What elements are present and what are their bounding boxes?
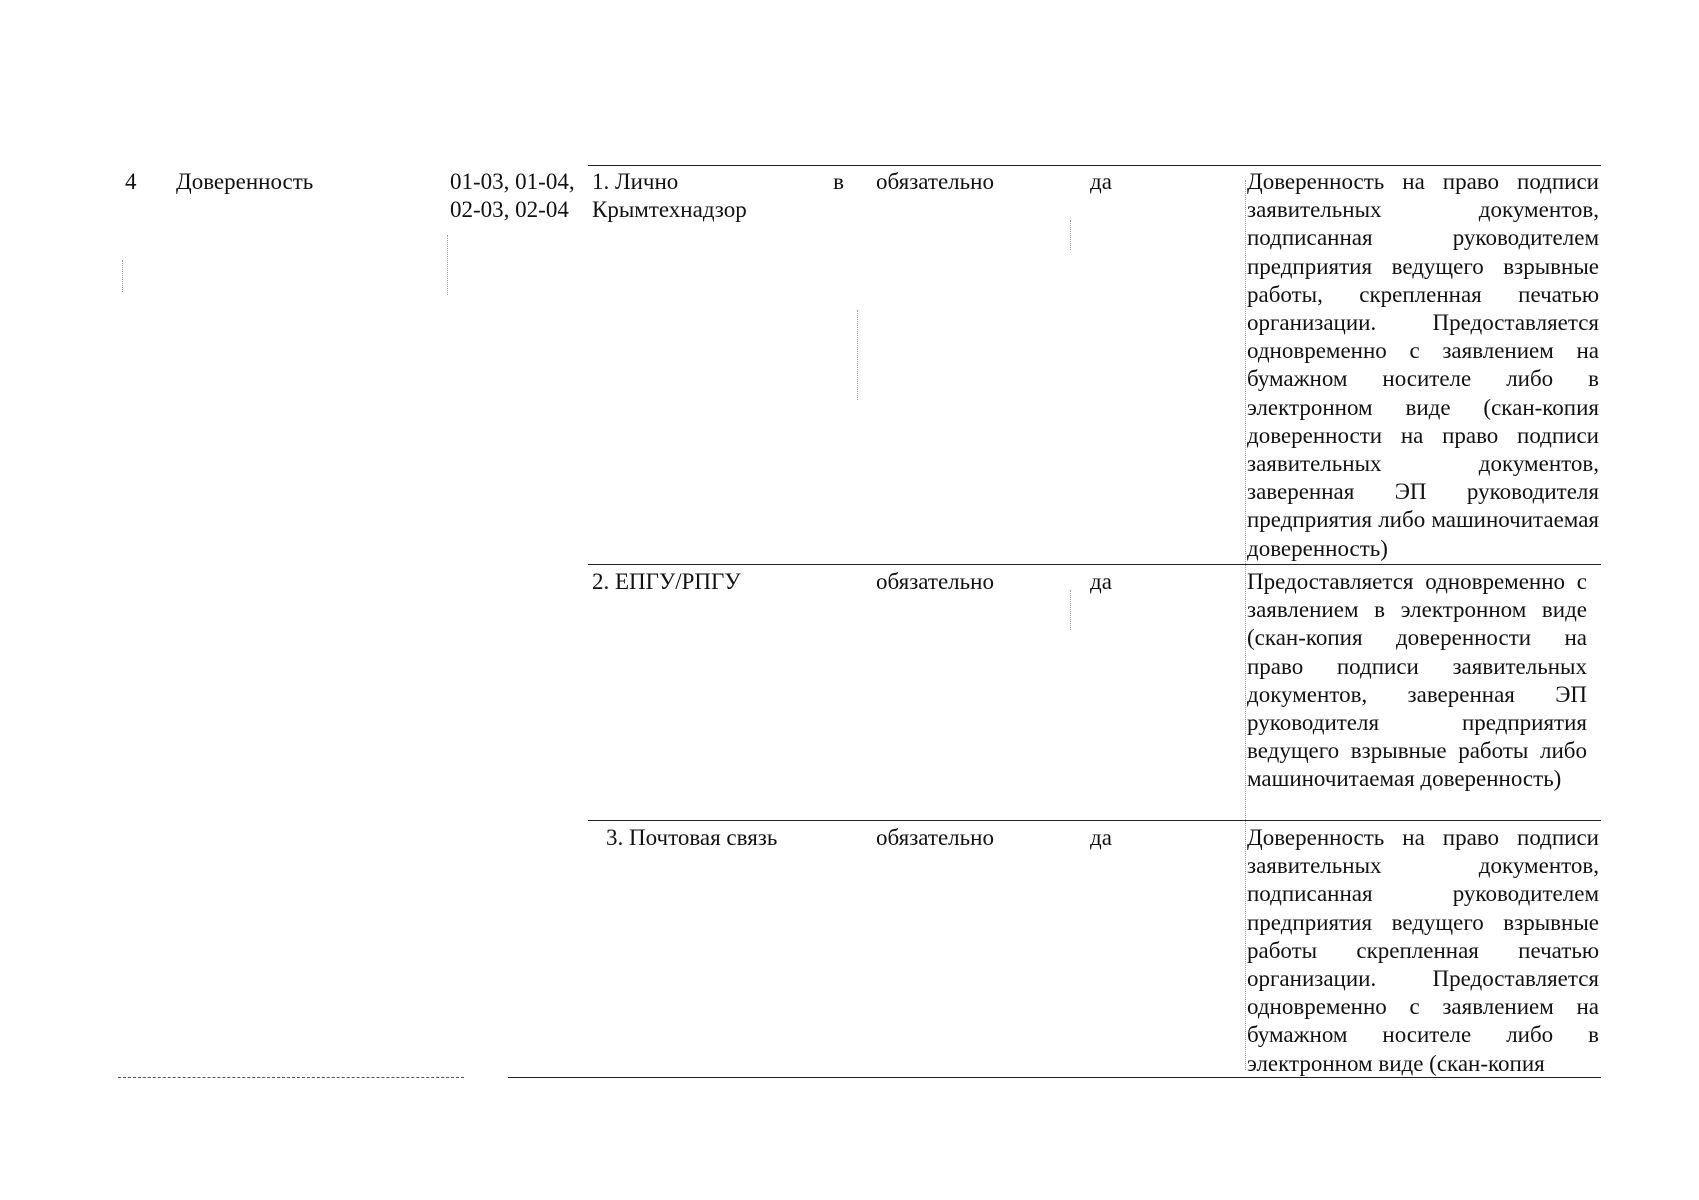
row-number: 4 xyxy=(125,169,137,194)
table-top-border xyxy=(588,165,1601,166)
original-required-2: да xyxy=(1090,569,1112,594)
submission-method-1-line-1: 1. Лично xyxy=(592,169,679,194)
submission-method-1-in: в xyxy=(833,169,844,194)
requirement-3: обязательно xyxy=(876,825,994,850)
scan-artifact xyxy=(447,235,448,295)
submission-method-1 xyxy=(592,168,844,224)
service-codes xyxy=(450,168,590,224)
original-required-1: да xyxy=(1090,169,1112,194)
original-required-3: да xyxy=(1090,825,1112,850)
description-2: Предоставляется одновременно с заявлением в электронном виде (скан-копия доверенности на право подписи заявительных документов, заверенная ЭП руководителя предприятия ведущего взрывные работы либо машиночитаемая доверенность) xyxy=(1247,569,1587,792)
row-divider-1-left xyxy=(588,564,1245,565)
submission-method-2: 2. ЕПГУ/РПГУ xyxy=(592,569,741,594)
scan-artifact xyxy=(1070,220,1071,250)
scan-artifact xyxy=(1070,590,1071,630)
document-name: Доверенность xyxy=(176,169,314,194)
submission-method-3: 3. Почтовая связь xyxy=(606,825,778,850)
service-codes-line-2: 02-03, 02-04 xyxy=(450,197,569,223)
scan-artifact xyxy=(857,310,858,400)
row-divider-2 xyxy=(588,820,1601,821)
requirement-2: обязательно xyxy=(876,569,994,594)
submission-method-1-line-2: Крымтехнадзор xyxy=(592,197,747,223)
row-divider-1 xyxy=(1245,564,1601,565)
description-1: Доверенность на право подписи заявительных документов, подписанная руководителем предприятия ведущего взрывные работы, скрепленная печатью организации. Предоставляется одновременно с заявлением на бумажном носителе либо в электронном виде (скан-копия доверенности на право подписи заявительных документов, заверенная ЭП руководителя предприятия либо машиночитаемая доверенность) xyxy=(1247,169,1599,561)
description-3: Доверенность на право подписи заявительных документов, подписанная руководителем предприятия ведущего взрывные работы скрепленная печатью организации. Предоставляется одновременно с заявлением на бумажном носителе либо в электронном виде (скан-копия xyxy=(1247,825,1599,1076)
requirement-1: обязательно xyxy=(876,169,994,194)
scan-artifact xyxy=(122,260,123,292)
service-codes-line-1: 01-03, 01-04, xyxy=(450,169,575,194)
table-bottom-dashed-left xyxy=(118,1077,464,1078)
scan-artifact xyxy=(1245,180,1246,1070)
